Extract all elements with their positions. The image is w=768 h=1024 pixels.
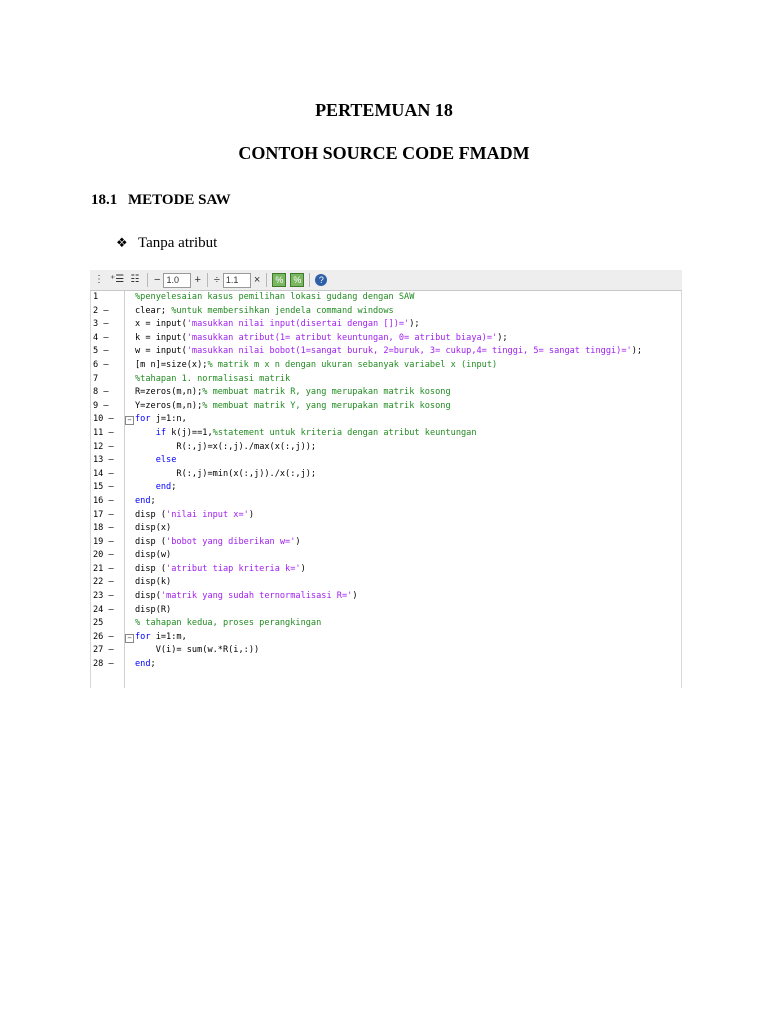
code-text [135,617,321,631]
toolbar-divider [266,273,267,287]
code-comment: %penyelesaian kasus pemilihan lokasi gudang dengan SAW [135,292,415,302]
code-string: 'masukkan nilai bobot(1=sangat buruk, 2=buruk, 3= cukup,4= tinggi, 5= sangat tinggi)=' [186,346,632,357]
diamond-bullet-icon: ❖ [116,235,128,250]
code-text [135,576,171,590]
line-number: 8 – [93,387,109,398]
code-line[interactable] [91,576,681,590]
code-line[interactable] [91,373,681,387]
code-string: 'masukkan nilai input(disertai dengan [])=' [186,319,410,330]
code-line[interactable] [91,413,681,427]
code-line[interactable] [91,631,681,645]
code-token: ); [631,346,643,357]
code-token: disp(R) [135,604,172,615]
bullet-text: Tanpa atribut [138,235,218,251]
code-token: V(i)= sum(w.*R(i,:)) [155,645,260,656]
code-token: w = input( [135,346,187,357]
section-heading [91,192,231,209]
code-line[interactable] [91,454,681,468]
code-string: 'atribut tiap kriteria k=' [166,563,301,574]
code-line[interactable] [91,481,681,495]
line-number: 9 – [93,400,109,411]
code-lines [91,291,681,672]
help-icon[interactable]: ? [315,274,327,286]
line-number: 3 – [93,319,109,330]
code-keyword: end [135,659,151,670]
code-token: ; [150,495,156,506]
line-number: 22 – [93,577,114,588]
code-line[interactable] [91,549,681,563]
code-comment: %untuk membersihkan jendela command windows [171,305,394,316]
section-number: 18.1 [91,192,118,208]
code-text [135,563,306,577]
code-line[interactable] [91,590,681,604]
code-token: ) [295,536,301,547]
code-line[interactable] [91,644,681,658]
code-keyword: for [135,631,151,642]
code-text [135,359,497,373]
code-string: 'nilai input x=' [166,509,249,520]
code-text [135,413,187,427]
code-text [135,604,171,618]
line-number: 10 – [93,414,114,425]
code-comment: %tahapan 1. normalisasi matrik [135,373,291,384]
code-text [135,522,171,536]
line-number: 27 – [93,645,114,656]
code-line[interactable] [91,359,681,373]
divide-value-field[interactable]: 1.1 [223,273,251,288]
code-area[interactable] [90,291,682,688]
code-token: disp ( [135,563,167,574]
line-number: 12 – [93,441,114,452]
code-text [135,495,156,509]
page-title: PERTEMUAN 18 [315,100,453,120]
code-text [135,590,358,604]
toolbar-divider [147,273,148,287]
code-line[interactable] [91,441,681,455]
line-number: 15 – [93,482,114,493]
line-number: 21 – [93,563,114,574]
code-token: R=zeros(m,n); [135,387,203,398]
code-comment: % membuat matrik R, yang merupakan matrik kosong [202,387,451,398]
code-string: 'bobot yang diberikan w=' [166,536,296,547]
line-number: 6 – [93,359,109,370]
line-number: 26 – [93,631,114,642]
code-text [135,481,176,495]
code-text [135,400,451,414]
code-line[interactable] [91,427,681,441]
toolbar-divider [309,273,310,287]
line-number: 13 – [93,455,114,466]
code-token: ) [352,591,358,602]
cell-mode-icon[interactable]: ☷ [130,274,140,285]
line-number: 19 – [93,536,114,547]
code-text [135,291,414,305]
section-title: METODE SAW [128,192,231,208]
code-line[interactable] [91,536,681,550]
evaluate-cell-icon[interactable]: % [272,273,286,287]
code-token: k(j)==1, [166,427,213,438]
code-token: ) [300,563,306,574]
code-line[interactable] [91,318,681,332]
code-text [135,373,290,387]
code-text [135,468,316,482]
code-comment: % tahapan kedua, proses perangkingan [135,618,322,629]
code-text [135,536,301,550]
code-text [135,644,259,658]
code-line[interactable] [91,604,681,618]
code-comment: %statement untuk kriteria dengan atribut keuntungan [212,427,477,438]
code-keyword: else [155,455,177,466]
line-number: 11 – [93,427,114,438]
code-token: R(:,j)=min(x(:,j))./x(:,j); [176,468,317,479]
line-number: 17 – [93,509,114,520]
code-token: x = input( [135,319,187,330]
code-editor [90,270,682,688]
code-text [135,305,394,319]
code-line[interactable] [91,386,681,400]
code-keyword: for [135,414,151,425]
code-token: ); [497,332,508,343]
code-line[interactable] [91,345,681,359]
code-line[interactable] [91,332,681,346]
line-number: 25 [93,618,104,629]
page-subtitle: CONTOH SOURCE CODE FMADM [238,143,530,163]
line-number: 20 – [93,550,114,561]
code-token: disp(w) [135,550,172,561]
code-line[interactable] [91,291,681,305]
code-line[interactable] [91,563,681,577]
code-line[interactable] [91,495,681,509]
code-line[interactable] [91,305,681,319]
code-text [135,441,316,455]
code-string: 'masukkan atribut(1= atribut keuntungan, 0= atribut biaya)=' [186,332,498,343]
insert-cell-icon[interactable]: ⁺☰ [110,274,125,285]
line-number: 14 – [93,468,114,479]
code-keyword: end [135,495,151,506]
code-text [135,509,254,523]
code-token: Y=zeros(m,n); [135,400,203,411]
evaluate-advance-icon[interactable]: % [290,273,304,287]
fold-toggle-icon[interactable]: − [125,416,134,425]
code-token: R(:,j)=x(:,j)./max(x(:,j)); [176,441,317,452]
line-number: 18 – [93,523,114,534]
code-token: j=1:n, [150,414,187,425]
increment-button[interactable]: + [194,274,201,286]
code-token: k = input( [135,332,187,343]
code-keyword: end [155,482,172,493]
decrement-value-field[interactable]: 1.0 [163,273,191,288]
line-number: 23 – [93,591,114,602]
code-token: disp(x) [135,523,172,534]
line-number: 5 – [93,346,109,357]
multiply-button[interactable]: × [253,274,261,286]
code-text [135,332,508,346]
code-line[interactable] [91,468,681,482]
code-line[interactable] [91,522,681,536]
code-text [135,658,156,672]
code-token: disp( [135,591,161,602]
code-line[interactable] [91,658,681,672]
code-text [135,345,642,359]
code-token: i=1:m, [150,631,187,642]
fold-toggle-icon[interactable]: − [125,634,134,643]
line-number: 7 [93,373,99,384]
code-text [135,549,171,563]
code-token: ); [409,319,420,330]
line-number: 28 – [93,659,114,670]
code-string: 'matrik yang sudah ternormalisasi R=' [160,591,353,602]
code-token: ) [248,509,255,520]
line-number: 1 [93,292,99,302]
code-line[interactable] [91,400,681,414]
decrement-button[interactable]: − [154,274,161,286]
code-line[interactable] [91,509,681,523]
code-token: disp ( [135,509,167,520]
code-token: disp ( [135,536,167,547]
code-token: ; [171,482,177,493]
code-text [135,427,477,441]
line-number: 24 – [93,604,114,615]
divide-button[interactable]: ÷ [213,274,220,286]
code-token: disp(k) [135,577,172,588]
line-number: 4 – [93,332,109,343]
code-text [135,318,420,332]
code-comment: % membuat matrik Y, yang merupakan matrik kosong [202,400,451,411]
toolbar-divider [207,273,208,287]
code-token: ; [150,659,156,670]
code-token: [m n]=size(x); [135,359,208,370]
bullet-item [116,235,217,252]
grip-icon: ⋮ [94,274,104,285]
code-comment: % matrik m x n dengan ukuran sebanyak variabel x (input) [207,359,498,370]
code-text [135,386,451,400]
code-line[interactable] [91,617,681,631]
code-text [135,454,176,468]
line-number: 2 – [93,305,109,316]
editor-toolbar [90,270,682,291]
code-keyword: if [155,427,167,438]
line-number: 16 – [93,495,114,506]
code-token: clear; [135,305,172,316]
code-text [135,631,187,645]
